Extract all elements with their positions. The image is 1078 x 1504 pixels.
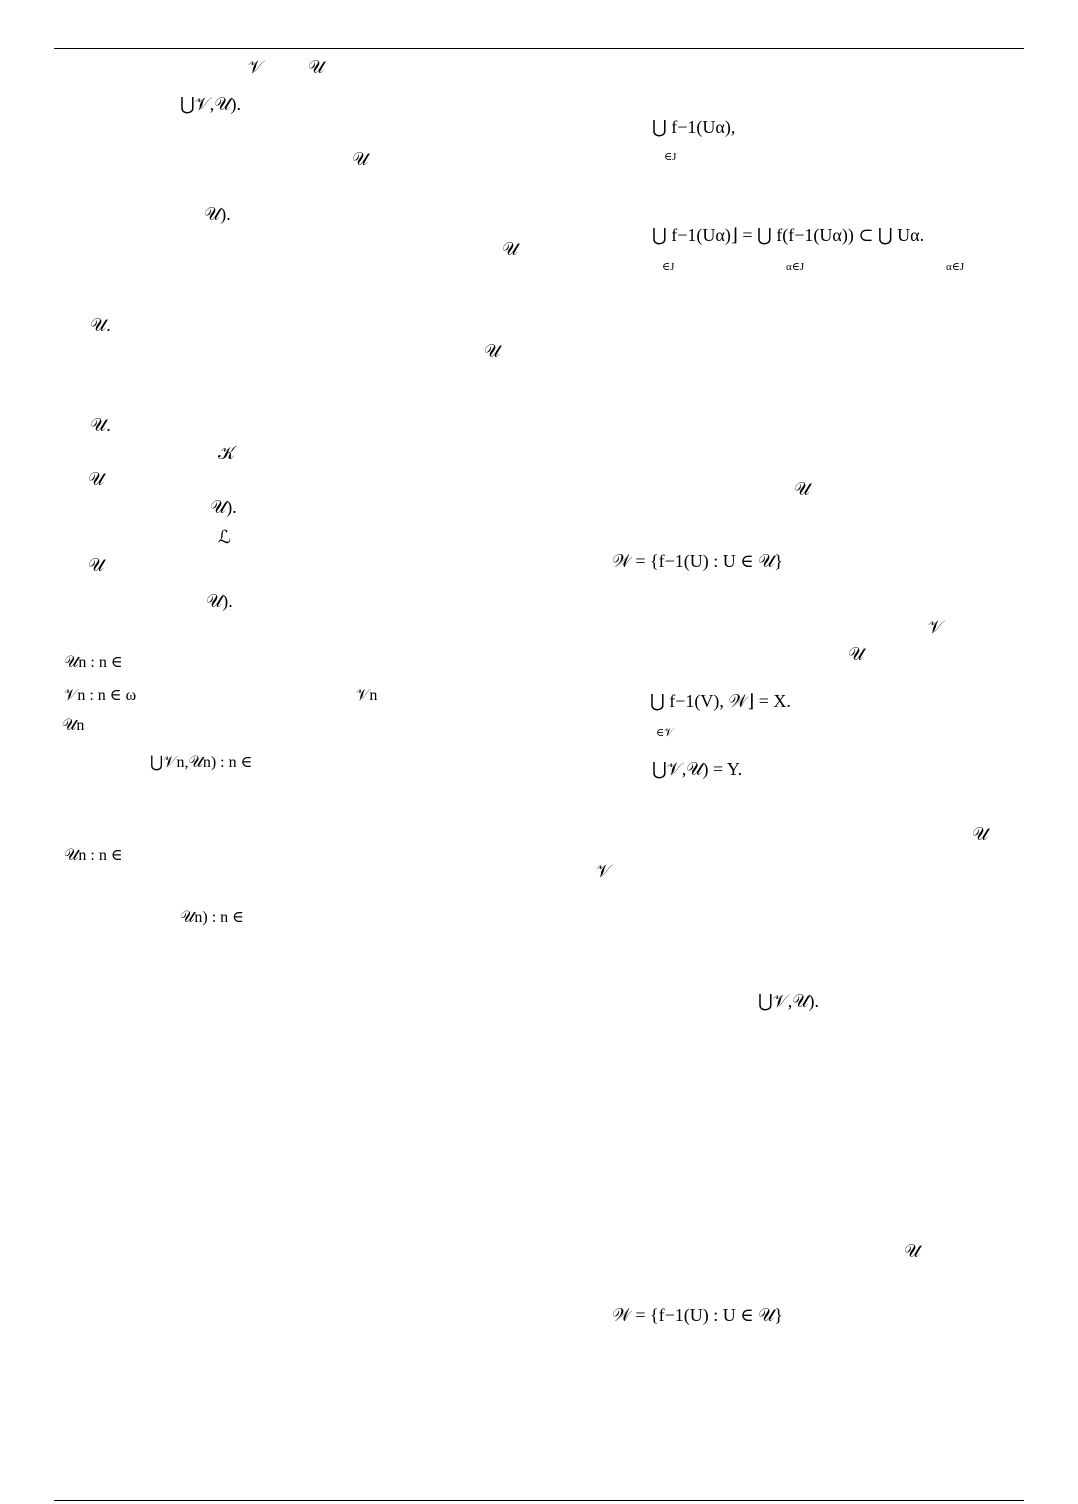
formula-fragment: 𝒰). — [204, 204, 231, 224]
formula-fragment: α∈J — [946, 261, 965, 273]
footer-rule — [54, 1500, 1024, 1501]
formula-fragment: ⋃𝒱n,𝒰n) : n ∈ — [150, 754, 253, 771]
formula-fragment: 𝒰. — [90, 415, 111, 435]
formula-fragment: 𝒰). — [210, 497, 237, 517]
formula-fragment: 𝒰n — [62, 717, 85, 734]
formula-fragment: ⋃ f−1(V), 𝒲⌋ = X. — [650, 691, 791, 711]
formula-fragment: 𝒰 — [848, 644, 865, 664]
formula-fragment: 𝒰n) : n ∈ — [180, 909, 245, 926]
formula-fragment: 𝒦 — [218, 443, 235, 463]
formula-fragment: α∈J — [786, 261, 805, 273]
formula-fragment: 𝒰 — [88, 469, 105, 489]
formula-fragment: ⋃ f−1(Uα), — [652, 117, 736, 137]
formula-fragment: 𝒰n : n ∈ — [64, 847, 123, 864]
formula-fragment: 𝒰 — [904, 1241, 921, 1261]
formula-fragment: ⋃𝒱,𝒰). — [180, 94, 241, 114]
formula-fragment: ⋃𝒱,𝒰). — [758, 991, 819, 1011]
formula-fragment: 𝒰 — [484, 341, 501, 361]
formula-fragment: 𝒲 = {f−1(U) : U ∈ 𝒰} — [612, 1305, 783, 1325]
formula-fragment: 𝒰 — [88, 555, 105, 575]
formula-fragment: ⋃𝒱,𝒰) = Y. — [652, 759, 743, 779]
formula-fragment: 𝒰n : n ∈ — [64, 654, 123, 671]
formula-fragment: ∈J — [664, 151, 677, 163]
formula-fragment: ℒ — [218, 527, 231, 547]
formula-fragment: 𝒰 — [352, 149, 369, 169]
formula-fragment: 𝒰 — [308, 57, 325, 77]
formula-fragment: 𝒱 — [596, 861, 611, 881]
formula-fragment: 𝒱n : n ∈ ω — [64, 687, 137, 704]
formula-fragment: 𝒱n — [356, 687, 378, 704]
formula-fragment: 𝒰 — [972, 824, 989, 844]
formula-fragment: 𝒲 = {f−1(U) : U ∈ 𝒰} — [612, 551, 783, 571]
formula-fragment: 𝒰 — [794, 479, 811, 499]
formula-fragment: 𝒱 — [248, 57, 263, 77]
formula-fragment: 𝒱 — [928, 617, 943, 637]
formula-fragment: 𝒰. — [90, 315, 111, 335]
formula-fragment: 𝒰 — [502, 239, 519, 259]
formula-fragment: 𝒰). — [206, 591, 233, 611]
formula-fragment: ⋃ f−1(Uα)⌋ = ⋃ f(f−1(Uα)) ⊂ ⋃ Uα. — [652, 225, 925, 245]
formula-fragment: ∈𝒱 — [656, 727, 674, 739]
formula-fragment: ∈J — [662, 261, 675, 273]
header-rule — [54, 48, 1024, 49]
